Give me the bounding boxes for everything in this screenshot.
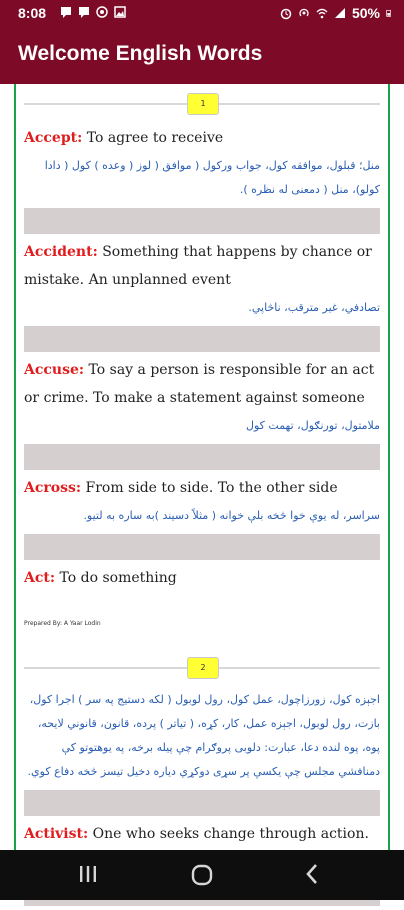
entry-divider-bar — [24, 444, 380, 470]
word-entry — [24, 356, 380, 470]
system-nav-bar — [0, 850, 404, 900]
entry-translation: تصادفي، غیر مترقب، ناڅاپي. — [248, 301, 380, 314]
battery-percent: 50% — [351, 5, 380, 21]
word-entry — [24, 688, 380, 816]
vpn-icon — [96, 6, 108, 18]
entry-definition: To do something — [59, 570, 177, 586]
entry-english — [24, 124, 380, 152]
entry-word: Accept: — [24, 130, 83, 146]
entry-definition: Something that happens by chance or mistake. An unplanned event — [24, 244, 372, 288]
message-icon — [60, 6, 72, 18]
entry-english — [24, 474, 380, 502]
entry-word: Accident: — [24, 244, 98, 260]
signal-icon — [334, 7, 346, 19]
recent-apps-icon[interactable] — [78, 863, 98, 885]
entry-word: Act: — [24, 570, 56, 586]
battery-icon — [386, 7, 394, 19]
entry-english — [24, 356, 380, 412]
entry-translation: سراسر، له یوې خوا څخه بلې خوانه ( مثلاً دسیند )به ساره به لتیو. — [83, 509, 380, 522]
word-entry — [24, 474, 380, 560]
page-separator — [24, 648, 380, 684]
image-icon — [114, 6, 126, 18]
entry-definition: To agree to receive — [86, 130, 224, 146]
entry-word: Accuse: — [24, 362, 85, 378]
home-icon[interactable] — [190, 863, 214, 887]
entry-english — [24, 238, 380, 294]
entry-english — [24, 820, 380, 848]
document-page[interactable] — [14, 84, 390, 850]
entry-definition: One who seeks change through action. — [92, 826, 369, 842]
word-entry — [24, 238, 380, 352]
prepared-by-note: Prepared By: A Yaar Lodin — [24, 620, 101, 627]
entry-divider-bar — [24, 326, 380, 352]
entry-definition: To say a person is responsible for an act or crime. To make a statement against someone — [24, 362, 375, 406]
entry-translation: ملامتول، تورنګول، تهمت کول — [245, 419, 380, 432]
word-entry — [24, 564, 380, 592]
app-bar — [0, 28, 404, 84]
back-icon[interactable] — [304, 863, 320, 885]
status-bar — [0, 0, 404, 28]
entry-word: Across: — [24, 480, 82, 496]
word-entry — [24, 124, 380, 234]
wifi-icon — [316, 7, 328, 19]
page-separator — [24, 84, 380, 120]
status-time: 8:08 — [18, 5, 47, 21]
entry-divider-bar — [24, 534, 380, 560]
entry-word: Activist: — [24, 826, 89, 842]
page-number-badge: 2 — [187, 657, 219, 679]
hotspot-icon — [298, 7, 310, 19]
entry-divider-bar — [24, 208, 380, 234]
app-title: Welcome English Words — [18, 42, 263, 65]
alarm-icon — [280, 7, 292, 19]
entry-translation: منل؛ قبلول، موافقه کول، جواب ورکول ( موافق ( لوز ( وعده ) کول ( دادا کولو)، منل ( دمعنی له نظره ). — [44, 159, 380, 196]
entry-translation: اجېزه کول، زورزاچول، عمل کول، رول لوبول ( لکه دستیج په سر ) اجرا کول، بازت، رول لوبول، اجېزه عمل، کار، کړه، ( تیاتر ) پرده، قانون، قانوني لايحه، پوه، پوه لنده دعا، عبارت: دلوبی پروګرام چې پیله برخه، په یوهتوتو کې دمنافشي مجلس چې یکسې پر سړی دوکړي دیاره دخیل تیسز څخه دفاع کوي. — [27, 693, 380, 778]
entry-divider-bar — [24, 790, 380, 816]
message-icon — [78, 6, 90, 18]
page-number-badge: 1 — [187, 93, 219, 115]
entry-definition: From side to side. To the other side — [85, 480, 338, 496]
entry-english — [24, 564, 380, 592]
